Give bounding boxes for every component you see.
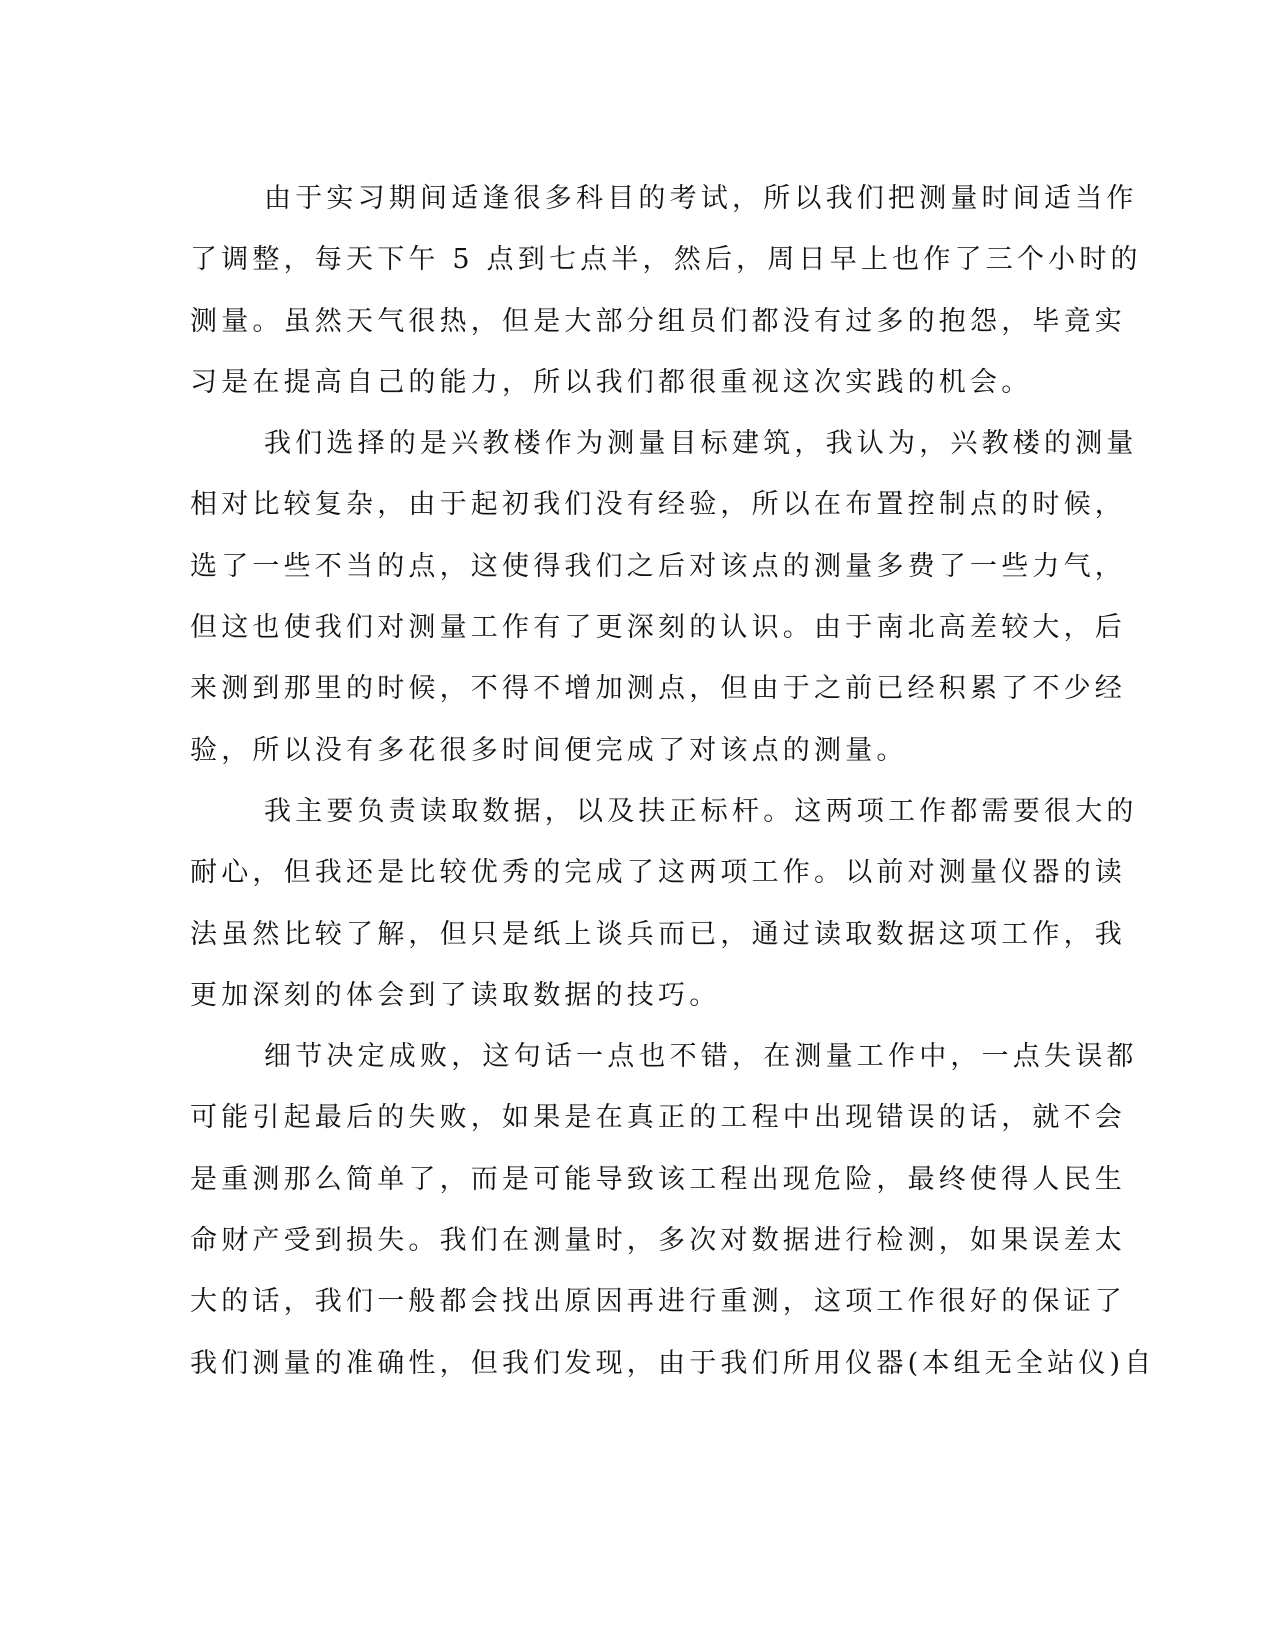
- paragraph-3-line-2: 耐心，但我还是比较优秀的完成了这两项工作。以前对测量仪器的读: [190, 857, 1126, 889]
- paragraph-2-line-4: 但这也使我们对测量工作有了更深刻的认识。由于南北高差较大，后: [190, 612, 1126, 644]
- paragraph-2-line-3: 选了一些不当的点，这使得我们之后对该点的测量多费了一些力气，: [190, 550, 1126, 582]
- paragraph-2-line-1: 我们选择的是兴教楼作为测量目标建筑，我认为，兴教楼的测量: [264, 428, 1138, 460]
- paragraph-1-line-3: 测量。虽然天气很热，但是大部分组员们都没有过多的抱怨，毕竟实: [190, 305, 1126, 337]
- paragraph-3-line-1: 我主要负责读取数据，以及扶正标杆。这两项工作都需要很大的: [264, 795, 1138, 827]
- paragraph-2-line-2: 相对比较复杂，由于起初我们没有经验，所以在布置控制点的时候，: [190, 489, 1126, 521]
- paragraph-3-line-4: 更加深刻的体会到了读取数据的技巧。: [190, 979, 721, 1011]
- paragraph-4-line-3: 是重测那么简单了，而是可能导致该工程出现危险，最终使得人民生: [190, 1163, 1126, 1195]
- paragraph-3-line-3: 法虽然比较了解，但只是纸上谈兵而已，通过读取数据这项工作，我: [190, 918, 1126, 950]
- paragraph-4-line-5: 大的话，我们一般都会找出原因再进行重测，这项工作很好的保证了: [190, 1286, 1126, 1318]
- paragraph-2-line-6: 验，所以没有多花很多时间便完成了对该点的测量。: [190, 734, 908, 766]
- paragraph-4-line-2: 可能引起最后的失败，如果是在真正的工程中出现错误的话，就不会: [190, 1102, 1126, 1134]
- paragraph-1-line-1: 由于实习期间适逢很多科目的考试，所以我们把测量时间适当作: [264, 183, 1138, 214]
- paragraph-1-line-4: 习是在提高自己的能力，所以我们都很重视这次实践的机会。: [190, 366, 1033, 398]
- body-text: [190, 168, 1156, 1394]
- paragraph-1-line-2: 了调整，每天下午 5 点到七点半，然后，周日早上也作了三个小时的: [190, 244, 1142, 276]
- paragraph-4-line-6: 我们测量的准确性，但我们发现，由于我们所用仪器(本组无全站仪)自: [190, 1347, 1156, 1379]
- paragraph-4-line-4: 命财产受到损失。我们在测量时，多次对数据进行检测，如果误差太: [190, 1225, 1126, 1257]
- paragraph-4-line-1: 细节决定成败，这句话一点也不错，在测量工作中，一点失误都: [264, 1041, 1138, 1073]
- paragraph-2-line-5: 来测到那里的时候，不得不增加测点，但由于之前已经积累了不少经: [190, 673, 1126, 705]
